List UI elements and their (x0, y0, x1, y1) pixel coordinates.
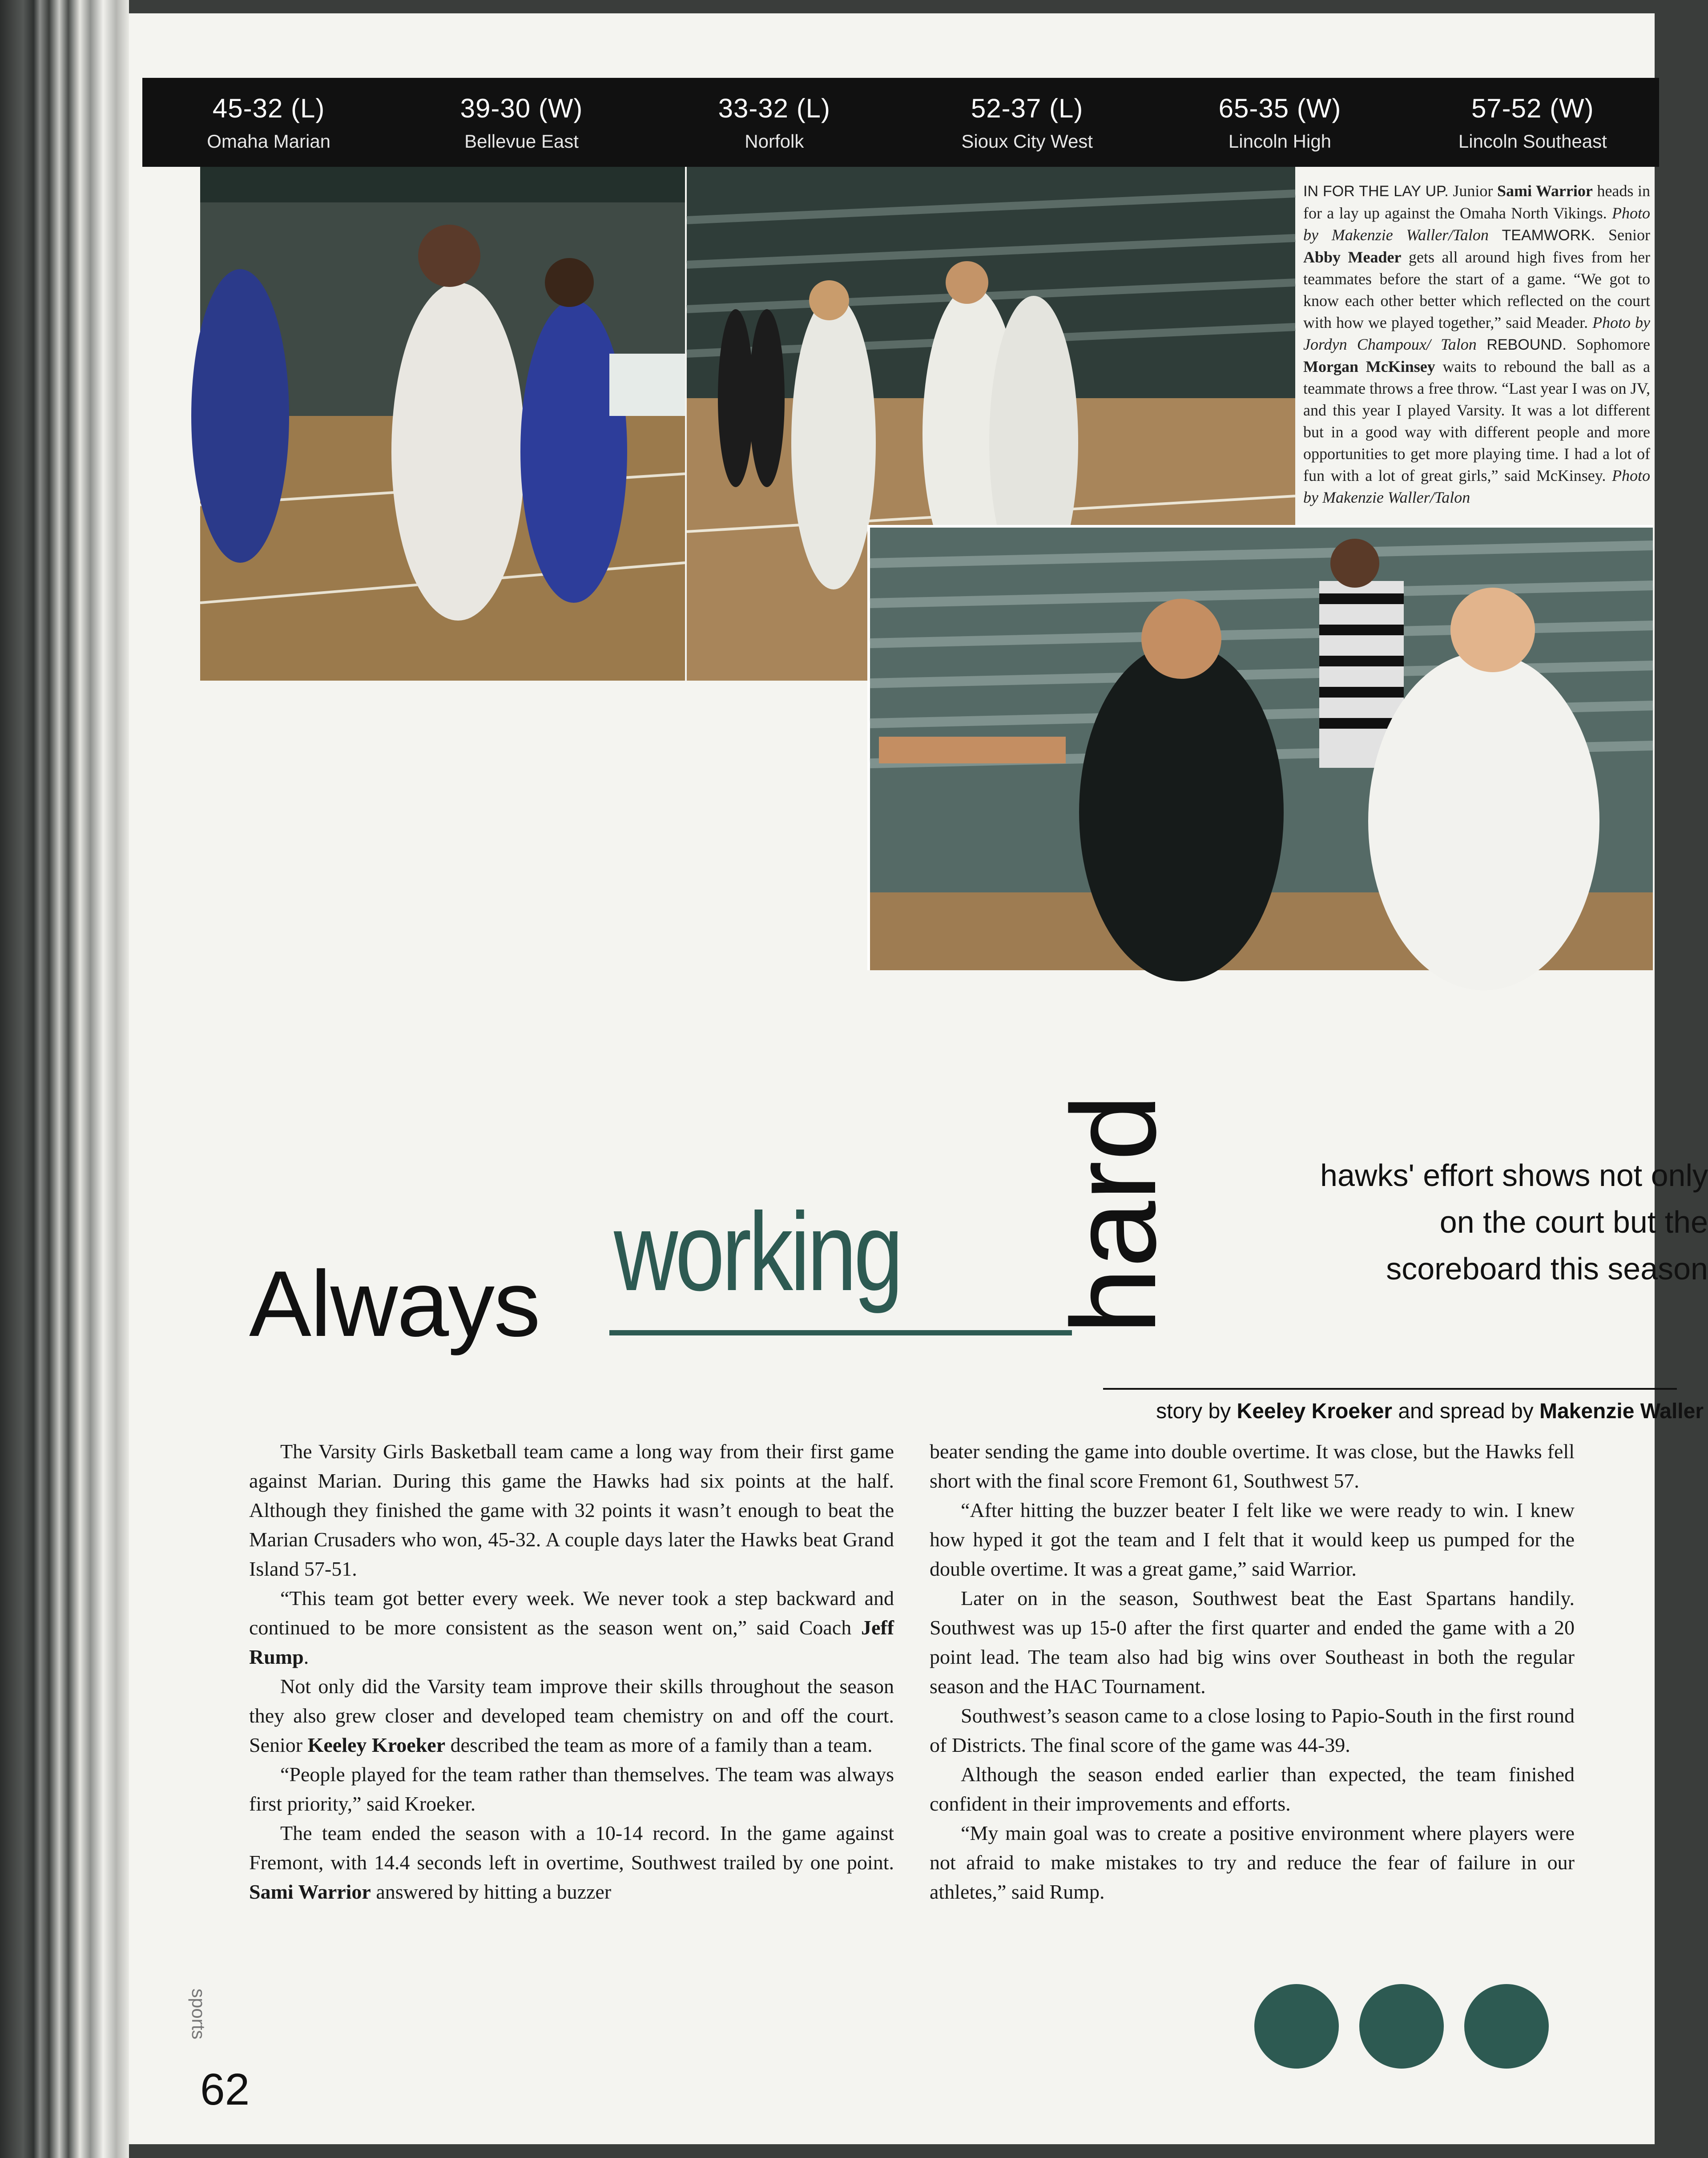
story-paragraph: “My main goal was to create a positive environment where players were not afraid to make mistakes to try and reduce the fear of failure in our athletes,” said Rump. (930, 1822, 1575, 1903)
score-cell (142, 78, 395, 167)
caption-text: waits to rebound the ball as a teammate throws a free throw. “Last year I was on JV, and this year I played Varsity. It was a lot different but in a good way with different people and more opportunities to get more playing time. I had a lot of fun with a lot of great girls,” said McKinsey. (1303, 358, 1650, 484)
photo-credit: Photo by Makenzie Waller/Talon (1303, 467, 1650, 506)
byline-middle: and spread by (1392, 1400, 1539, 1423)
decorative-dots (1254, 1984, 1549, 2069)
photo-lay-up (200, 167, 685, 681)
game-score: 65-35 (W) (1218, 93, 1341, 123)
headline-hard: hard (1047, 1094, 1181, 1335)
byline-rule (1103, 1388, 1677, 1390)
caption-text: Junior (1448, 182, 1497, 200)
caption-heading: REBOUND. (1476, 336, 1567, 353)
headline-underline (609, 1330, 1072, 1335)
game-score: 39-30 (W) (460, 93, 583, 123)
book-spine (0, 0, 129, 2158)
game-opponent: Lincoln High (1228, 130, 1332, 152)
game-opponent: Omaha Marian (207, 130, 331, 152)
score-cell (1153, 78, 1406, 167)
photo-rebound (867, 525, 1653, 970)
caption-heading: TEAMWORK. (1488, 227, 1595, 244)
decorative-dot (1464, 1984, 1549, 2069)
story-text: described the team as more of a family than a team. (445, 1734, 873, 1756)
caption-text: Senior (1595, 226, 1650, 244)
yearbook-page (129, 13, 1708, 2144)
decorative-dot (1359, 1984, 1444, 2069)
game-score: 52-37 (L) (971, 93, 1084, 123)
caption-text: Sophomore (1566, 335, 1650, 353)
caption-heading: IN FOR THE LAY UP. (1303, 183, 1449, 200)
photo-captions (1303, 180, 1650, 508)
score-cell (1406, 78, 1659, 167)
photo-rebound-image (870, 528, 1653, 970)
story-paragraph: Although the season ended earlier than expected, the team finished confident in their improvements and efforts. (930, 1763, 1575, 1815)
score-cell (648, 78, 901, 167)
story-name: Keeley Kroeker (307, 1734, 446, 1756)
story-paragraph: Southwest’s season came to a close losing to Papio-South in the first round of Districts. The final score of the game was 44-39. (930, 1704, 1575, 1756)
caption-text: gets all around high fives from her teammates before the start of a game. “We got to know each other better which reflected on the court with how we played together,” said Meader. (1303, 248, 1650, 331)
game-opponent: Lincoln Southeast (1458, 130, 1607, 152)
byline-writer: Keeley Kroeker (1237, 1400, 1393, 1423)
byline-designer: Makenzie Waller (1539, 1400, 1704, 1423)
story-text: . (303, 1646, 309, 1668)
story-column-right (930, 1437, 1575, 1907)
story-text: answered by hitting a buzzer (371, 1880, 612, 1903)
photo-lay-up-image (200, 167, 685, 681)
story-name: Sami Warrior (249, 1880, 371, 1903)
scoreboard-bar (142, 78, 1659, 167)
story-text: “This team got better every week. We never took a step backward and continued to be more consistent as the season went on,” said Coach (249, 1587, 894, 1639)
decorative-dot (1254, 1984, 1339, 2069)
story-paragraph (249, 1672, 894, 1760)
story-paragraph: “People played for the team rather than themselves. The team was always first priority,” said Kroeker. (249, 1763, 894, 1815)
story-text: Not only did the Varsity team improve their skills throughout the season they also grew closer and developed team chemistry on and off the court. Senior (249, 1675, 894, 1756)
score-cell (901, 78, 1153, 167)
game-score: 57-52 (W) (1471, 93, 1594, 123)
story-text: The team ended the season with a 10-14 record. In the game against Fremont, with 14.4 seconds left in overtime, Southwest trailed by one point. (249, 1822, 894, 1874)
caption-name: Morgan McKinsey (1303, 358, 1435, 375)
game-opponent: Norfolk (745, 130, 804, 152)
section-label: sports (188, 1989, 209, 2040)
headline-working: working (614, 1190, 901, 1314)
byline (1125, 1399, 1704, 1424)
story-paragraph (249, 1819, 894, 1907)
game-score: 45-32 (L) (212, 93, 325, 123)
story-name: Jeff Rump (249, 1616, 894, 1668)
game-opponent: Bellevue East (464, 130, 579, 152)
game-score: 33-32 (L) (718, 93, 831, 123)
story-paragraph (249, 1584, 894, 1672)
score-cell (395, 78, 648, 167)
story-paragraph: The Varsity Girls Basketball team came a long way from their first game against Marian. During this game the Hawks had six points at the half. Although they finished the game with 32 points it wasn’t enough to beat the Marian Crusaders who won, 45-32. A couple days later the Hawks beat Grand Island 57-51. (249, 1440, 894, 1580)
page-number: 62 (200, 2065, 250, 2114)
story-paragraph: beater sending the game into double overtime. It was close, but the Hawks fell short with the final score Fremont 61, Southwest 57. (930, 1440, 1575, 1492)
photo-credit: Photo by Makenzie Waller/Talon (1303, 204, 1650, 244)
story-paragraph: Later on in the season, Southwest beat the East Spartans handily. Southwest was up 15-0 after the first quarter and ended the game with a 20 point lead. The team also had big wins over Southeast in both the regular season and the HAC Tournament. (930, 1587, 1575, 1698)
byline-prefix: story by (1156, 1400, 1237, 1423)
story-paragraph: “After hitting the buzzer beater I felt like we were ready to win. I knew how hyped it got the team and I felt that it would keep us pumped for the double overtime. It was a great game,” said Warrior. (930, 1499, 1575, 1580)
caption-name: Sami Warrior (1497, 182, 1593, 200)
caption-text: heads in for a lay up against the Omaha North Vikings. (1303, 182, 1650, 222)
headline-subtitle: hawks' effort shows not only on the court but the scoreboard this season (1320, 1158, 1708, 1286)
caption-name: Abby Meader (1303, 248, 1402, 266)
story-column-left (249, 1437, 894, 1907)
photo-credit: Photo by Jordyn Champoux/ Talon (1303, 314, 1650, 353)
game-opponent: Sioux City West (961, 130, 1093, 152)
headline-always: Always (249, 1251, 540, 1356)
